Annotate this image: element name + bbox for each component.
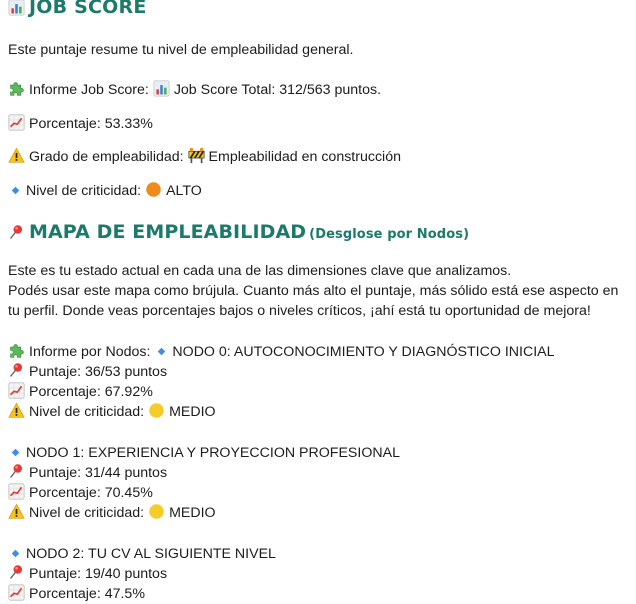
bar-chart-icon	[153, 80, 170, 97]
report-label: Informe Job Score:	[29, 82, 149, 98]
map-intro-3: tu perfil. Donde veas porcentajes bajos o niveles críticos, ¡ahí está tu oportunidad de mejora!	[8, 303, 591, 319]
pushpin-icon	[8, 564, 25, 581]
node-percentage-line	[8, 382, 153, 402]
diamond-bullet-icon	[8, 546, 23, 561]
node-criticality-label: Nivel de criticidad:	[29, 404, 145, 420]
node-score: Puntaje: 19/40 puntos	[29, 566, 168, 582]
trending-up-icon	[8, 483, 25, 500]
node-score: Puntaje: 36/53 puntos	[29, 364, 168, 380]
map-title: MAPA DE EMPLEABILIDAD	[29, 221, 307, 243]
map-subtitle: (Desglose por Nodos)	[309, 227, 470, 242]
map-intro-1: Este es tu estado actual en cada una de las dimensiones clave que analizamos.	[8, 263, 512, 279]
yellow-circle-icon	[148, 503, 165, 520]
puzzle-icon	[8, 342, 25, 359]
job-score-grade-line	[8, 147, 401, 167]
construction-icon	[188, 147, 205, 164]
node-score-line	[8, 564, 167, 584]
trending-up-icon	[8, 382, 25, 399]
map-heading	[8, 221, 469, 243]
node-name-line	[8, 544, 276, 564]
node-criticality-line	[8, 402, 216, 422]
pushpin-icon	[8, 224, 25, 241]
node-name: NODO 0: AUTOCONOCIMIENTO Y DIAGNÓSTICO INICIAL	[172, 344, 555, 360]
warning-icon	[8, 147, 25, 164]
job-score-title: JOB SCORE	[29, 0, 147, 18]
job-score-heading	[8, 0, 147, 18]
node-name: NODO 2: TU CV AL SIGUIENTE NIVEL	[26, 546, 276, 562]
grade-label: Grado de empleabilidad:	[29, 149, 184, 165]
grade-value: Empleabilidad en construcción	[208, 149, 401, 165]
node-name: NODO 1: EXPERIENCIA Y PROYECCION PROFESIONAL	[26, 445, 400, 461]
pushpin-icon	[8, 463, 25, 480]
job-score-total: Job Score Total: 312/563 puntos.	[173, 82, 382, 98]
node-score: Puntaje: 31/44 puntos	[29, 465, 168, 481]
node-percentage-line	[8, 584, 145, 604]
node-report-label: Informe por Nodos:	[29, 344, 151, 360]
diamond-bullet-icon	[154, 344, 169, 359]
diamond-bullet-icon	[8, 183, 23, 198]
node-report-line	[8, 342, 554, 362]
node-criticality-value: MEDIO	[169, 505, 216, 521]
trending-up-icon	[8, 584, 25, 601]
map-intro-2: Podés usar este mapa como brújula. Cuanto más alto el puntaje, más sólido está ese aspecto en	[8, 283, 619, 299]
bar-chart-icon	[8, 0, 25, 16]
pushpin-icon	[8, 362, 25, 379]
node-percentage-line	[8, 483, 153, 503]
node-criticality-value: MEDIO	[169, 404, 216, 420]
node-score-line	[8, 463, 167, 483]
puzzle-icon	[8, 80, 25, 97]
node-score-line	[8, 362, 167, 382]
orange-circle-icon	[145, 181, 162, 198]
trending-up-icon	[8, 114, 25, 131]
node-percentage: Porcentaje: 47.5%	[29, 586, 145, 602]
job-score-intro: Este puntaje resume tu nivel de empleabilidad general.	[8, 42, 354, 58]
job-score-percentage-line	[8, 114, 153, 134]
node-criticality-line	[8, 503, 216, 523]
node-name-line	[8, 443, 400, 463]
diamond-bullet-icon	[8, 445, 23, 460]
warning-icon	[8, 402, 25, 419]
job-score-percentage: Porcentaje: 53.33%	[29, 116, 153, 132]
warning-icon	[8, 503, 25, 520]
node-percentage: Porcentaje: 67.92%	[29, 384, 153, 400]
criticality-value: ALTO	[166, 183, 202, 199]
node-percentage: Porcentaje: 70.45%	[29, 485, 153, 501]
job-score-report-line	[8, 80, 381, 100]
node-criticality-label: Nivel de criticidad:	[29, 505, 145, 521]
yellow-circle-icon	[148, 402, 165, 419]
job-score-criticality-line	[8, 181, 202, 201]
criticality-label: Nivel de criticidad:	[26, 183, 142, 199]
